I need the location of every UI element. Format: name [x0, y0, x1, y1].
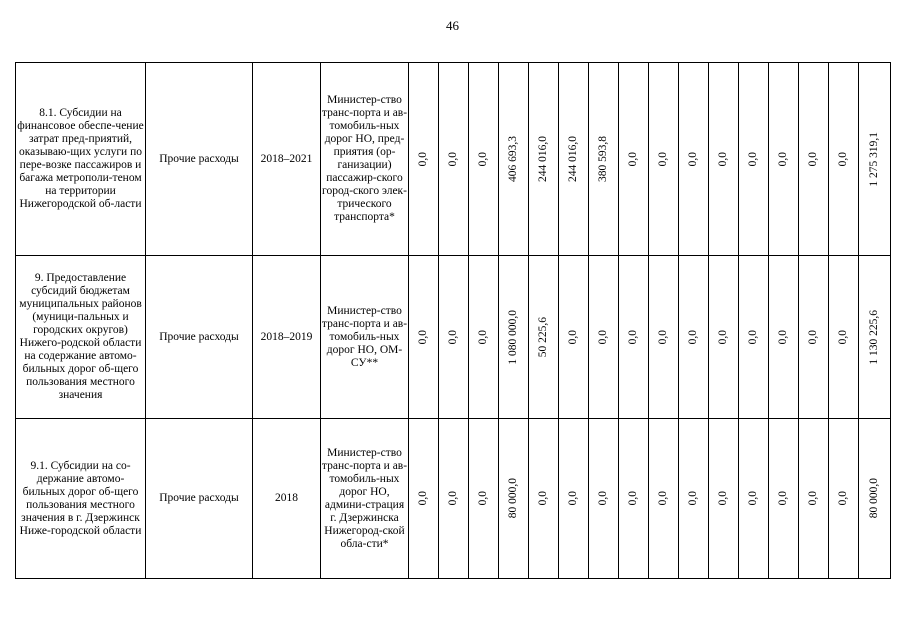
value-cell: [439, 63, 469, 256]
value-text: 0,0: [447, 151, 459, 167]
value-text: 0,0: [777, 329, 789, 345]
value-cell: [589, 256, 619, 419]
table-row: [16, 419, 891, 579]
value-text: 0,0: [657, 151, 669, 167]
value-text: 0,0: [477, 491, 489, 506]
value-cell: [799, 256, 829, 419]
value-cell: [559, 256, 589, 419]
value-cell: [859, 256, 891, 419]
value-text: 406 693,3: [507, 136, 519, 182]
value-cell: [409, 419, 439, 579]
value-cell: [619, 63, 649, 256]
value-cell: [799, 63, 829, 256]
value-text: 0,0: [747, 151, 759, 167]
value-text: 0,0: [417, 329, 429, 345]
value-text: 0,0: [687, 151, 699, 167]
value-cell: [679, 63, 709, 256]
value-text: 0,0: [777, 151, 789, 167]
value-cell: [739, 256, 769, 419]
value-cell: [529, 419, 559, 579]
value-text: 0,0: [597, 491, 609, 506]
value-cell: [499, 63, 529, 256]
value-cell: [679, 419, 709, 579]
ministry-cell: Министер-ство транс-порта и ав-томобиль-ных дорог НО, ОМ-СУ**: [321, 256, 409, 419]
value-text: 0,0: [717, 329, 729, 345]
value-text: 1 130 225,6: [868, 309, 880, 365]
budget-table: [15, 62, 891, 579]
value-text: 0,0: [807, 151, 819, 167]
value-cell: [499, 419, 529, 579]
value-cell: [799, 419, 829, 579]
value-text: 0,0: [657, 329, 669, 345]
row-name-cell: 9. Предоставление субсидий бюджетам муниципальных районов (муници-пальных и городских округов) Нижего-родской области на содержание автомо-бильных дорог об-щего пользования местного значения: [16, 256, 146, 419]
value-cell: [709, 419, 739, 579]
value-cell: [829, 63, 859, 256]
value-text: 0,0: [627, 329, 639, 345]
value-text: 0,0: [627, 151, 639, 167]
ministry-cell: Министер-ство транс-порта и ав-томобиль-ных дорог НО, пред-приятия (ор-ганизации) пассажир-ского город-ского элек-трического транспорта*: [321, 63, 409, 256]
value-cell: [469, 63, 499, 256]
expense-type-cell: Прочие расходы: [146, 419, 253, 579]
value-text: 0,0: [477, 329, 489, 345]
value-cell: [739, 419, 769, 579]
value-text: 1 080 000,0: [507, 309, 519, 365]
value-cell: [409, 256, 439, 419]
value-cell: [649, 63, 679, 256]
value-text: 0,0: [687, 329, 699, 345]
value-cell: [589, 63, 619, 256]
value-text: 0,0: [477, 151, 489, 167]
value-text: 0,0: [657, 491, 669, 506]
value-text: 0,0: [687, 491, 699, 506]
value-cell: [439, 256, 469, 419]
expense-type-cell: Прочие расходы: [146, 63, 253, 256]
value-cell: [559, 63, 589, 256]
value-cell: [619, 419, 649, 579]
value-text: 80 000,0: [868, 478, 880, 519]
ministry-cell: Министер-ство транс-порта и ав-томобиль-ных дорог НО, админи-страция г. Дзержинска Нижегород-ской обла-сти*: [321, 419, 409, 579]
period-cell: 2018–2019: [253, 256, 321, 419]
value-text: 0,0: [747, 329, 759, 345]
value-cell: [679, 256, 709, 419]
value-cell: [529, 256, 559, 419]
value-cell: [769, 63, 799, 256]
value-cell: [469, 419, 499, 579]
value-cell: [709, 256, 739, 419]
value-cell: [859, 419, 891, 579]
value-cell: [439, 419, 469, 579]
value-text: 0,0: [717, 151, 729, 167]
page-number: 46: [446, 18, 459, 33]
value-text: 0,0: [567, 329, 579, 345]
value-text: 0,0: [417, 491, 429, 506]
value-cell: [499, 256, 529, 419]
value-text: 244 016,0: [567, 136, 579, 182]
value-text: 244 016,0: [537, 136, 549, 182]
value-cell: [769, 419, 799, 579]
value-cell: [409, 63, 439, 256]
value-cell: [469, 256, 499, 419]
value-cell: [709, 63, 739, 256]
value-cell: [589, 419, 619, 579]
value-text: 0,0: [837, 151, 849, 167]
value-cell: [829, 256, 859, 419]
value-cell: [559, 419, 589, 579]
value-text: 80 000,0: [507, 478, 519, 519]
value-text: 0,0: [807, 329, 819, 345]
value-text: 0,0: [417, 151, 429, 167]
value-text: 0,0: [717, 491, 729, 506]
value-text: 0,0: [837, 329, 849, 345]
row-name-cell: 9.1. Субсидии на со-держание автомо-бильных дорог об-щего пользования местного значения в г. Дзержинск Ниже-городской области: [16, 419, 146, 579]
expense-type-cell: Прочие расходы: [146, 256, 253, 419]
table-row: [16, 256, 891, 419]
value-cell: [829, 419, 859, 579]
value-cell: [649, 419, 679, 579]
value-text: 0,0: [447, 329, 459, 345]
row-name-cell: 8.1. Субсидии на финансовое обеспе-чение затрат пред-приятий, оказываю-щих услуги по пере-возке пассажиров и багажа метрополи-теном на территории Нижегородской об-ласти: [16, 63, 146, 256]
period-cell: 2018–2021: [253, 63, 321, 256]
value-text: 0,0: [837, 491, 849, 506]
value-text: 0,0: [447, 491, 459, 506]
value-text: 0,0: [777, 491, 789, 506]
value-text: 1 275 319,1: [868, 131, 880, 187]
value-text: 0,0: [747, 491, 759, 506]
value-text: 50 225,6: [537, 316, 549, 358]
value-text: 0,0: [567, 491, 579, 506]
value-cell: [649, 256, 679, 419]
value-cell: [619, 256, 649, 419]
period-cell: 2018: [253, 419, 321, 579]
value-text: 0,0: [627, 491, 639, 506]
value-text: 0,0: [597, 329, 609, 345]
value-cell: [769, 256, 799, 419]
value-cell: [529, 63, 559, 256]
value-text: 0,0: [537, 491, 549, 506]
table-row: [16, 63, 891, 256]
value-text: 0,0: [807, 491, 819, 506]
value-cell: [739, 63, 769, 256]
value-cell: [859, 63, 891, 256]
value-text: 380 593,8: [597, 136, 609, 182]
